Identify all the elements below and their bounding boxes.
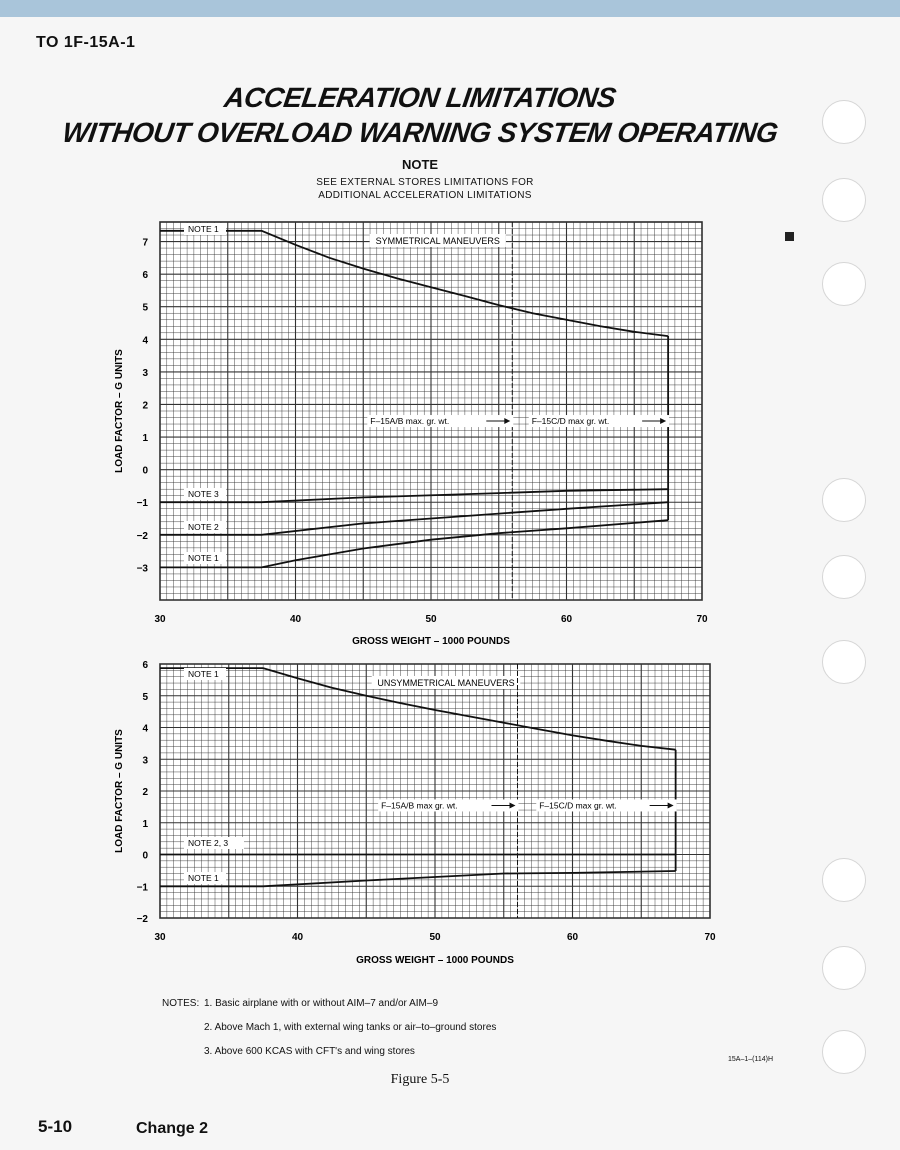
change-number: Change 2: [136, 1120, 209, 1137]
y-tick-label: 0: [142, 465, 148, 477]
binder-hole: [822, 946, 866, 990]
y-tick-label: −1: [136, 882, 148, 894]
page-number: 5-10: [38, 1117, 73, 1136]
y-tick-label: 7: [142, 237, 148, 249]
y-tick-label: 6: [142, 660, 148, 671]
binder-hole: [822, 1030, 866, 1074]
y-tick-label: 6: [142, 270, 148, 282]
x-tick-label: 60: [560, 614, 573, 625]
y-tick-label: −3: [136, 563, 148, 575]
y-tick-label: −2: [136, 530, 148, 542]
notes-heading: NOTES:: [162, 998, 200, 1009]
x-tick-label: 70: [704, 932, 716, 943]
note-text-line-2: ADDITIONAL ACCELERATION LIMITATIONS: [318, 190, 532, 201]
y-tick-label: −1: [136, 498, 148, 510]
y-tick-label: 2: [142, 787, 148, 798]
y-tick-label: 1: [142, 818, 148, 830]
note-label: NOTE 1: [188, 553, 219, 563]
y-tick-label: 0: [142, 850, 148, 862]
note-item-3: 3. Above 600 KCAS with CFT's and wing stores: [204, 1046, 415, 1057]
x-axis-label: GROSS WEIGHT – 1000 POUNDS: [356, 955, 514, 966]
note-item-2: 2. Above Mach 1, with external wing tanks or air–to–ground stores: [204, 1022, 497, 1033]
y-axis-label: LOAD FACTOR – G UNITS: [114, 729, 125, 853]
binder-hole: [822, 262, 866, 306]
page-title-line-2: WITHOUT OVERLOAD WARNING SYSTEM OPERATING: [60, 117, 780, 148]
binder-hole: [822, 858, 866, 902]
maneuver-label: SYMMETRICAL MANEUVERS: [375, 236, 500, 246]
binder-hole: [822, 178, 866, 222]
notes-block: [162, 992, 496, 1064]
binder-hole: [822, 100, 866, 144]
y-tick-label: 3: [142, 367, 148, 379]
y-tick-label: 5: [142, 691, 148, 703]
x-tick-label: 60: [566, 932, 579, 943]
y-axis-label: LOAD FACTOR – G UNITS: [114, 349, 125, 473]
document-id: TO 1F-15A-1: [36, 34, 136, 51]
binder-hole: [822, 478, 866, 522]
x-tick-label: 30: [154, 614, 166, 625]
y-tick-label: 4: [142, 723, 148, 735]
figure-caption: Figure 5-5: [390, 1072, 450, 1087]
marker-label: F–15C/D max gr. wt.: [539, 800, 617, 811]
maneuver-label: UNSYMMETRICAL MANEUVERS: [377, 678, 515, 688]
note-text-line-1: SEE EXTERNAL STORES LIMITATIONS FOR: [316, 177, 534, 188]
y-tick-label: 3: [142, 755, 148, 767]
marker-label: F–15A/B max. gr. wt.: [370, 416, 450, 427]
x-tick-label: 70: [696, 614, 708, 625]
x-tick-label: 50: [425, 614, 437, 625]
note-label: NOTE 1: [188, 873, 219, 883]
x-axis-label: GROSS WEIGHT – 1000 POUNDS: [352, 636, 510, 647]
figure-id: 15A–1–(114)H: [728, 1056, 774, 1063]
x-tick-label: 40: [291, 932, 304, 943]
note-label: NOTE 3: [188, 489, 219, 499]
x-tick-label: 50: [429, 932, 441, 943]
binder-hole: [822, 640, 866, 684]
x-tick-label: 40: [289, 614, 302, 625]
note-label: NOTE 1: [188, 224, 219, 234]
note-heading: NOTE: [401, 157, 439, 172]
x-tick-label: 30: [154, 932, 166, 943]
note-label: NOTE 2, 3: [188, 838, 229, 848]
note-label: NOTE 1: [188, 669, 219, 679]
note-label: NOTE 2: [188, 522, 219, 532]
y-tick-label: 2: [142, 400, 148, 412]
y-tick-label: 4: [142, 335, 148, 347]
y-tick-label: −2: [136, 914, 148, 925]
y-tick-label: 1: [142, 433, 148, 445]
y-tick-label: 5: [142, 302, 148, 314]
page-title-line-1: ACCELERATION LIMITATIONS: [222, 82, 618, 113]
binder-hole: [822, 555, 866, 599]
note-item-1: 1. Basic airplane with or without AIM–7 and/or AIM–9: [204, 998, 439, 1009]
marker-label: F–15C/D max gr. wt.: [531, 416, 610, 427]
marker-label: F–15A/B max gr. wt.: [381, 800, 458, 811]
